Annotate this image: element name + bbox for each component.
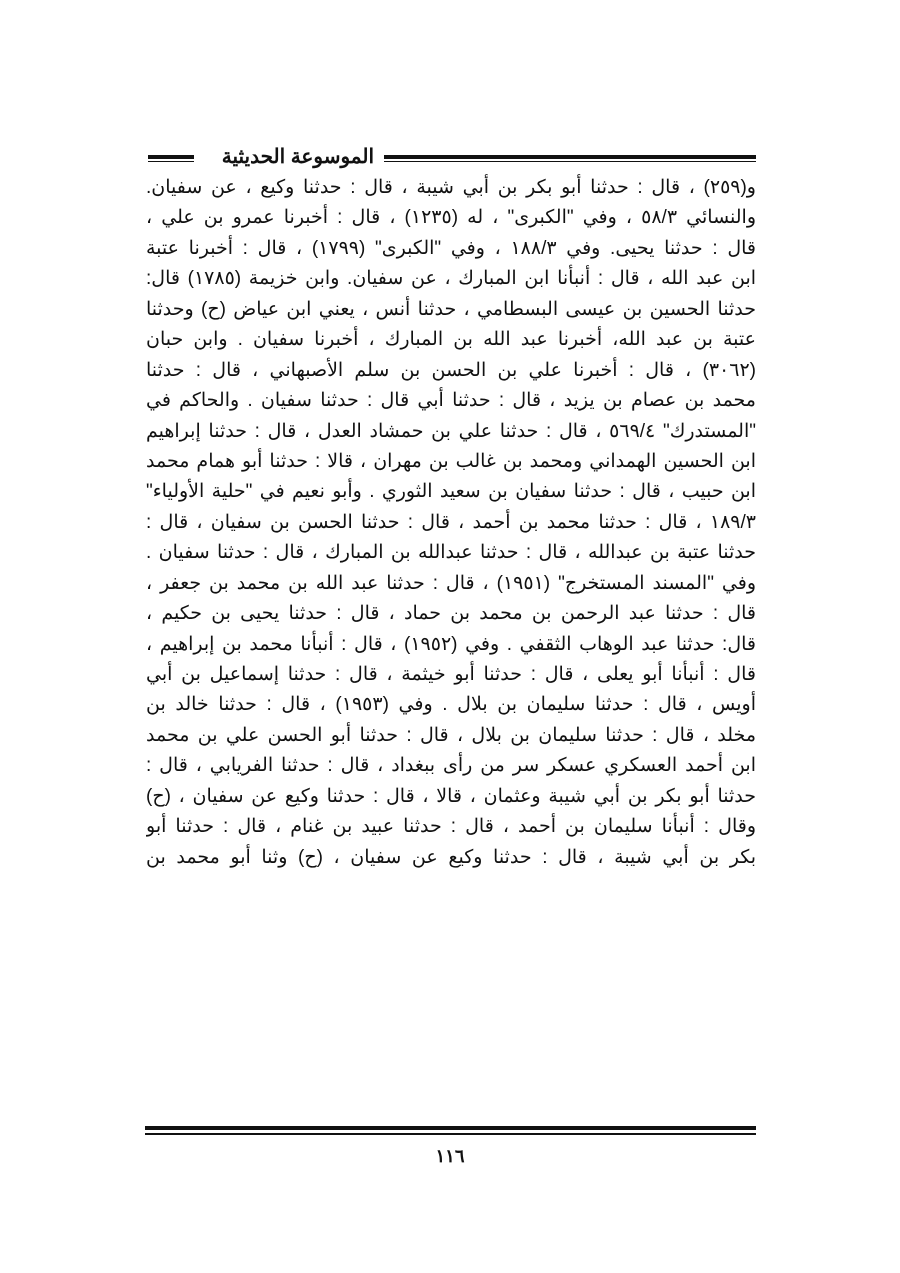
text-line: حدثنا الحسين بن عيسى البسطامي ، حدثنا أنس ، يعني ابن عياض (ح) وحدثنا [146, 298, 756, 320]
text-line: محمد بن عصام بن يزيد ، قال : حدثنا أبي قال : حدثنا سفيان . والحاكم في [146, 390, 756, 412]
text-line: عتبة بن عبد الله، أخبرنا عبد الله بن المبارك ، أخبرنا سفيان . وابن حبان [146, 329, 756, 351]
running-header [148, 143, 756, 171]
text-line: ابن حبيب ، قال : حدثنا سفيان بن سعيد الثوري . وأبو نعيم في "حلية الأولياء" [146, 481, 756, 503]
text-line: أويس ، قال : حدثنا سليمان بن بلال . وفي (١٩٥٣) ، قال : حدثنا خالد بن [146, 694, 756, 716]
text-line: ابن أحمد العسكري عسكر سر من رأى ببغداد ، قال : حدثنا الفريابي ، قال : [146, 755, 756, 777]
text-line: وقال : أنبأنا سليمان بن أحمد ، قال : حدثنا عبيد بن غنام ، قال : حدثنا أبو [146, 816, 756, 838]
text-line: و(٢٥٩) ، قال : حدثنا أبو بكر بن أبي شيبة ، قال : حدثنا وكيع ، عن سفيان. [146, 177, 756, 198]
text-line: بكر بن أبي شيبة ، قال : حدثنا وكيع عن سفيان ، (ح) وثنا أبو محمد بن [146, 846, 756, 868]
text-line: قال: حدثنا عبد الوهاب الثقفي . وفي (١٩٥٢) ، قال : أنبأنا محمد بن إبراهيم ، [146, 633, 756, 655]
text-line: وفي "المسند المستخرج" (١٩٥١) ، قال : حدثنا عبد الله بن محمد بن جعفر ، [146, 572, 756, 594]
text-line: "المستدرك" ٥٦٩/٤ ، قال : حدثنا علي بن حمشاد العدل ، قال : حدثنا إبراهيم [146, 420, 756, 442]
text-line: حدثنا أبو بكر بن أبي شيبة وعثمان ، قالا ، قال : حدثنا وكيع عن سفيان ، (ح) [146, 785, 756, 807]
text-line: (٣٠٦٢) ، قال : أخبرنا علي بن الحسن بن سلم الأصبهاني ، قال : حدثنا [146, 359, 756, 381]
text-line: والنسائي ٥٨/٣ ، وفي "الكبرى" ، له (١٢٣٥) ، قال : أخبرنا عمرو بن علي ، [146, 207, 756, 229]
text-line: ابن عبد الله ، قال : أنبأنا ابن المبارك ، عن سفيان. وابن خزيمة (١٧٨٥) قال: [146, 268, 756, 290]
text-line: حدثنا عتبة بن عبدالله ، قال : حدثنا عبدالله بن المبارك ، قال : حدثنا سفيان . [146, 542, 756, 564]
header-rule-right [384, 155, 756, 162]
text-line: ابن الحسين الهمداني ومحمد بن غالب بن مهران ، قالا : حدثنا أبو همام محمد [146, 450, 756, 472]
footer-rule [145, 1126, 756, 1135]
text-line: مخلد ، قال : حدثنا سليمان بن بلال ، قال : حدثنا أبو الحسن علي بن محمد [146, 724, 756, 746]
text-line: قال : أنبأنا أبو يعلى ، قال : حدثنا أبو خيثمة ، قال : حدثنا إسماعيل بن أبي [146, 664, 756, 685]
page-number: ١١٦ [435, 1146, 465, 1166]
text-line: قال : حدثنا يحيى. وفي ١٨٨/٣ ، وفي "الكبرى" (١٧٩٩) ، قال : أخبرنا عتبة [146, 237, 756, 259]
text-line: قال : حدثنا عبد الرحمن بن محمد بن حماد ، قال : حدثنا يحيى بن حكيم ، [146, 603, 756, 625]
body-text [146, 173, 756, 873]
text-line: ١٨٩/٣ ، قال : حدثنا محمد بن أحمد ، قال : حدثنا الحسن بن سفيان ، قال : [146, 511, 756, 533]
header-rule-left [148, 155, 194, 162]
book-title: الموسوعة الحديثية [221, 146, 374, 168]
